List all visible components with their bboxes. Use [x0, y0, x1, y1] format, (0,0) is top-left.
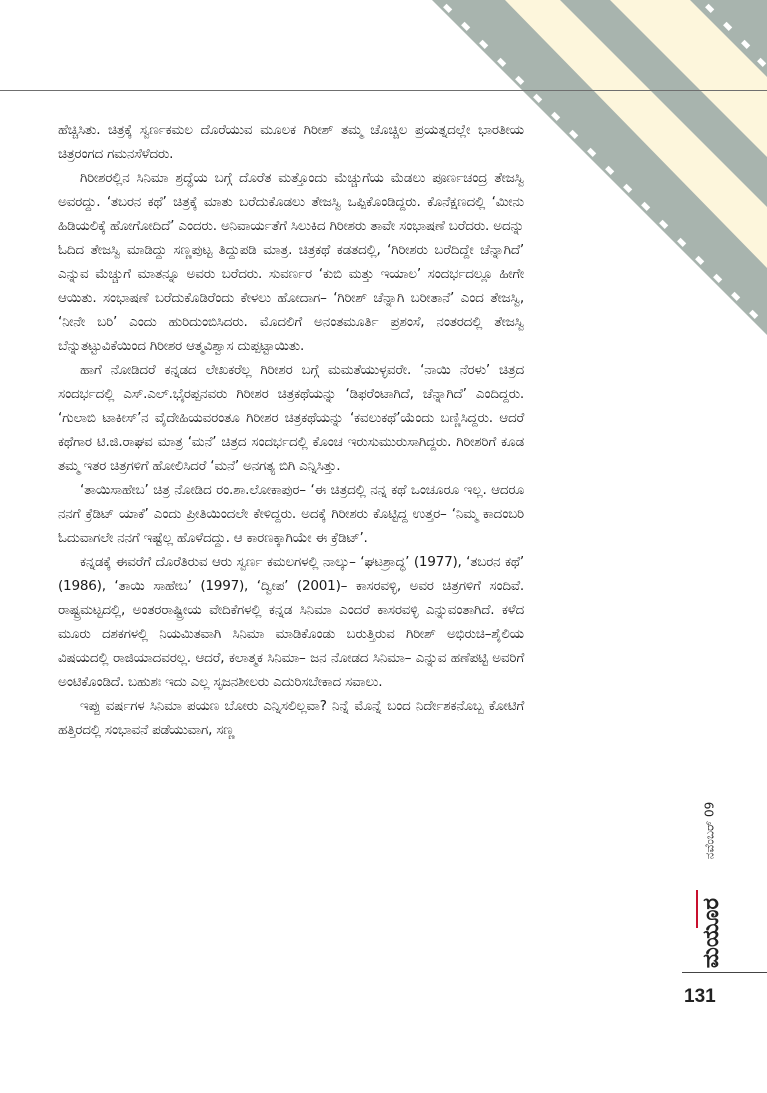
issue-date: ನವೆಂಬರ್ 09 [702, 801, 717, 859]
paragraph-2: ಗಿರೀಶರಲ್ಲಿನ ಸಿನಿಮಾ ಶ್ರದ್ಧೆಯ ಬಗ್ಗೆ ದೊರೆತ ಮತ್ತೊಂದು ಮೆಚ್ಚುಗೆಯ ಮೆಡಲು ಪೂರ್ಣಚಂದ್ರ ತೇಜಸ್ವಿ ಅವರದ್ದು. ‘ತಬರನ ಕಥೆ’ ಚಿತ್ರಕ್ಕೆ ಮಾತು ಬರೆದುಕೊಡಲು ತೇಜಸ್ವಿ ಒಪ್ಪಿಕೊಂಡಿದ್ದರು. ಕೊನೆಕ್ಷಣದಲ್ಲಿ ‘ಮೀನು ಹಿಡಿಯಲಿಕ್ಕೆ ಹೋಗೋದಿದೆ’ ಎಂದರು. ಅನಿವಾರ್ಯತೆಗೆ ಸಿಲುಕಿದ ಗಿರೀಶರು ತಾವೇ ಸಂಭಾಷಣೆ ಬರೆದರು. ಅದನ್ನು ಓದಿದ ತೇಜಸ್ವಿ ಮಾಡಿದ್ದು ಸಣ್ಣಪುಟ್ಟ ತಿದ್ದುಪಡಿ ಮಾತ್ರ. ಚಿತ್ರಕಥೆ ಕಡತದಲ್ಲಿ, ‘ಗಿರೀಶರು ಬರೆದಿದ್ದೇ ಚೆನ್ನಾಗಿದೆ’ ಎನ್ನುವ ಮೆಚ್ಚುಗೆ ಮಾತನ್ನೂ ಅವರು ಬರೆದರು. ಸುವರ್ಣರ ‘ಕುಬಿ ಮತ್ತು ಇಯಾಲ’ ಸಂದರ್ಭದಲ್ಲೂ ಹೀಗೇ ಆಯಿತು. ಸಂಭಾಷಣೆ ಬರೆದುಕೊಡಿರೆಂದು ಕೇಳಲು ಹೋದಾಗ– ‘ಗಿರೀಶ್ ಚೆನ್ನಾಗಿ ಬರೀತಾನೆ’ ಎಂದ ತೇಜಸ್ವಿ, ‘ನೀನೇ ಬರಿ’ ಎಂದು ಹುರಿದುಂಬಿಸಿದರು. ಮೊದಲಿಗೆ ಅನಂತಮೂರ್ತಿ ಪ್ರಶಂಸೆ, ನಂತರದಲ್ಲಿ ತೇಜಸ್ವಿ ಬೆನ್ನುತಟ್ಟುವಿಕೆಯಿಂದ ಗಿರೀಶರ ಆತ್ಮವಿಶ್ವಾಸ ದುಪ್ಪಟ್ಟಾಯಿತು. [58, 170, 524, 354]
paragraph-3: ಹಾಗೆ ನೋಡಿದರೆ ಕನ್ನಡದ ಲೇಖಕರೆಲ್ಲ ಗಿರೀಶರ ಬಗ್ಗೆ ಮಮತೆಯುಳ್ಳವರೇ. ‘ನಾಯಿ ನೆರಳು’ ಚಿತ್ರದ ಸಂದರ್ಭದಲ್ಲಿ ಎಸ್.ಎಲ್.ಭೈರಪ್ಪನವರು ಗಿರೀಶರ ಚಿತ್ರಕಥೆಯನ್ನು ‘ಡಿಫರೆಂಟಾಗಿದೆ, ಚೆನ್ನಾಗಿದೆ’ ಎಂದಿದ್ದರು. ‘ಗುಲಾಬಿ ಟಾಕೀಸ್’ನ ವೈದೇಹಿಯವರಂತೂ ಗಿರೀಶರ ಚಿತ್ರಕಥೆಯನ್ನು ‘ಕವಲುಕಥೆ’ಯೆಂದು ಬಣ್ಣಿಸಿದ್ದರು. ಆದರೆ ಕಥೆಗಾರ ಟಿ.ಜಿ.ರಾಘವ ಮಾತ್ರ ‘ಮನೆ’ ಚಿತ್ರದ ಸಂದರ್ಭದಲ್ಲಿ ಕೊಂಚ ಇರುಸುಮುರುಸಾಗಿದ್ದರು. ಗಿರೀಶರಿಗೆ ಕೂಡ ತಮ್ಮ ಇತರ ಚಿತ್ರಗಳಿಗೆ ಹೋಲಿಸಿದರೆ ‘ಮನೆ’ ಅನಗತ್ಯ ಬಿಗಿ ಎನ್ನಿಸಿತ್ತು. [58, 362, 524, 474]
footer-rule [682, 972, 767, 973]
magazine-title: ಮಯೂರ [698, 897, 725, 969]
page-number: 131 [684, 986, 716, 1007]
paragraph-5: ಕನ್ನಡಕ್ಕೆ ಈವರೆಗೆ ದೊರೆತಿರುವ ಆರು ಸ್ವರ್ಣ ಕಮಲಗಳಲ್ಲಿ ನಾಲ್ಕು– ‘ಘಟಶ್ರಾದ್ಧ’ (1977), ‘ತಬರನ ಕಥೆ’ (1986), ‘ತಾಯಿ ಸಾಹೇಬ’ (1997), ‘ದ್ವೀಪ’ (2001)– ಕಾಸರವಳ್ಳಿ, ಅವರ ಚಿತ್ರಗಳಿಗೆ ಸಂದಿವೆ. ರಾಷ್ಟ್ರಮಟ್ಟದಲ್ಲಿ, ಅಂತರರಾಷ್ಟ್ರೀಯ ವೇದಿಕೆಗಳಲ್ಲಿ ಕನ್ನಡ ಸಿನಿಮಾ ಎಂದರೆ ಕಾಸರವಳ್ಳಿ ಎನ್ನುವಂತಾಗಿದೆ. ಕಳೆದ ಮೂರು ದಶಕಗಳಲ್ಲಿ ನಿಯಮಿತವಾಗಿ ಸಿನಿಮಾ ಮಾಡಿಕೊಂಡು ಬರುತ್ತಿರುವ ಗಿರೀಶ್ ಅಭಿರುಚಿ–ಶೈಲಿಯ ವಿಷಯದಲ್ಲಿ ರಾಜಿಯಾದವರಲ್ಲ. ಆದರೆ, ಕಲಾತ್ಮಕ ಸಿನಿಮಾ– ಜನ ನೋಡದ ಸಿನಿಮಾ– ಎನ್ನುವ ಹಣೆಪಟ್ಟಿ ಅವರಿಗೆ ಅಂಟಿಕೊಂಡಿದೆ. ಬಹುಶಃ ಇದು ಎಲ್ಲ ಸೃಜನಶೀಲರು ಎದುರಿಸಬೇಕಾದ ಸವಾಲು. [58, 554, 524, 690]
header-rule [0, 90, 767, 91]
paragraph-4: ‘ತಾಯಿಸಾಹೇಬ’ ಚಿತ್ರ ನೋಡಿದ ರಂ.ಶಾ.ಲೋಕಾಪುರ– ‘ಈ ಚಿತ್ರದಲ್ಲಿ ನನ್ನ ಕಥೆ ಒಂಚೂರೂ ಇಲ್ಲ. ಆದರೂ ನನಗೆ ಕ್ರೆಡಿಟ್ ಯಾಕೆ’ ಎಂದು ಪ್ರೀತಿಯಿಂದಲೇ ಕೇಳಿದ್ದರು. ಅದಕ್ಕೆ ಗಿರೀಶರು ಕೊಟ್ಟಿದ್ದ ಉತ್ತರ– ‘ನಿಮ್ಮ ಕಾದಂಬರಿ ಓದುವಾಗಲೇ ನನಗೆ ಇಷ್ಟೆಲ್ಲ ಹೊಳೆದದ್ದು. ಆ ಕಾರಣಕ್ಕಾಗಿಯೇ ಈ ಕ್ರೆಡಿಟ್’. [58, 482, 524, 546]
paragraph-6: ಇಪ್ಪು ವರ್ಷಗಳ ಸಿನಿಮಾ ಪಯಣ ಬೋರು ಎನ್ನಿಸಲಿಲ್ಲವಾ? ನಿನ್ನೆ ಮೊನ್ನೆ ಬಂದ ನಿರ್ದೇಶಕನೊಬ್ಬ ಕೋಟಿಗೆ ಹತ್ತಿರದಲ್ಲಿ ಸಂಭಾವನೆ ಪಡೆಯುವಾಗ, ಸಣ್ಣ [58, 698, 524, 738]
article-body [58, 118, 524, 742]
sidebar-masthead [688, 740, 728, 980]
magazine-title-accent [696, 890, 698, 928]
paragraph-1: ಹೆಚ್ಚಿಸಿತು. ಚಿತ್ರಕ್ಕೆ ಸ್ವರ್ಣಕಮಲ ದೊರೆಯುವ ಮೂಲಕ ಗಿರೀಶ್ ತಮ್ಮ ಚೊಚ್ಚಿಲ ಪ್ರಯತ್ನದಲ್ಲೇ ಭಾರತೀಯ ಚಿತ್ರರಂಗದ ಗಮನಸೆಳೆದರು. [58, 122, 524, 162]
